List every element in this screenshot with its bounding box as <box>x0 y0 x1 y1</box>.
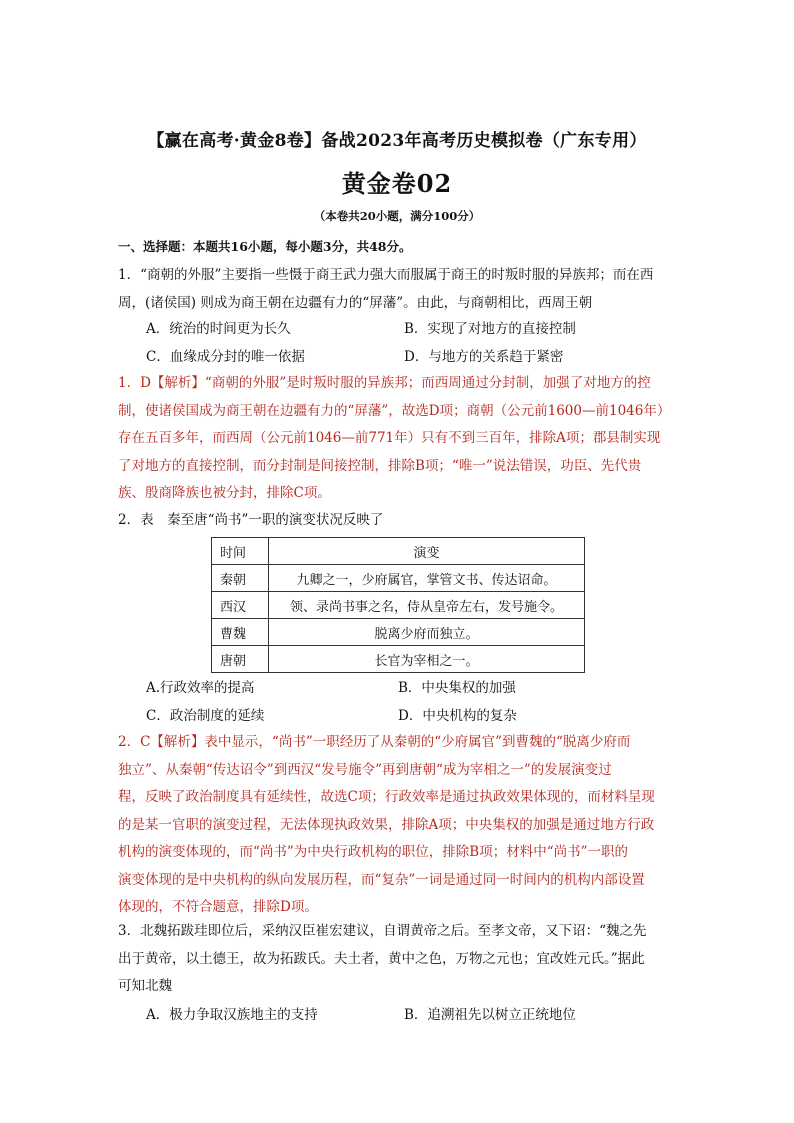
question-3-line: 出于黄帝，以土德王，故为拓跋氏。夫土者，黄中之色，万物之元也；宜改姓元氏。”据此 <box>118 950 645 967</box>
question-3-option-b: B．追溯祖先以树立正统地位 <box>404 1007 576 1023</box>
analysis-line: 体现的，不符合题意，排除D项。 <box>118 899 318 915</box>
question-1-line: 1．“商朝的外服”主要指一些慑于商王武力强大而服属于商王的时叛时服的异族邦；而在西 <box>118 267 654 283</box>
question-1-option-d: D．与地方的关系趋于紧密 <box>404 349 564 365</box>
analysis-line: 制，使诸侯国成为商王朝在边疆有力的“屏藩”，故选D项；商朝（公元前1600—前1046年） <box>118 402 671 419</box>
table-cell: 曹魏 <box>212 619 269 646</box>
question-1-option-a: A．统治的时间更为长久 <box>146 321 291 337</box>
table-header-cell: 时间 <box>212 538 269 565</box>
table-cell: 九卿之一，少府属官，掌管文书、传达诏命。 <box>269 565 585 592</box>
document-title: 【赢在高考·黄金8卷】备战2023年高考历史模拟卷（广东专用） <box>147 131 647 151</box>
table-cell: 脱离少府而独立。 <box>269 619 585 646</box>
question-2-stem: 2．表 秦至唐“尚书”一职的演变状况反映了 <box>118 512 384 528</box>
question-3-line: 可知北魏 <box>118 978 172 994</box>
question-2-option-c: C．政治制度的延续 <box>146 708 265 724</box>
table-cell: 领、录尚书事之名，侍从皇帝左右，发号施令。 <box>269 592 585 619</box>
paper-subtitle: （本卷共20小题，满分100分） <box>313 209 481 223</box>
table-header-row <box>212 538 585 565</box>
table-cell: 秦朝 <box>212 565 269 592</box>
table-row <box>212 619 585 646</box>
question-2-option-d: D．中央机构的复杂 <box>398 708 517 724</box>
analysis-line: 2．C【解析】表中显示，“尚书”一职经历了从秦朝的“少府属官”到曹魏的“脱离少府而 <box>118 734 631 750</box>
section-heading: 一、选择题：本题共16小题，每小题3分，共48分。 <box>118 239 412 254</box>
question-3-stem <box>118 918 686 1001</box>
question-2-option-b: B．中央集权的加强 <box>398 680 516 696</box>
analysis-line: 演变体现的是中央机构的纵向发展历程，而“复杂”一词是通过同一时间内的机构内部设置 <box>118 871 645 888</box>
analysis-line: 程，反映了政治制度具有延续性，故选C项；行政效率是通过执政效果体现的，而材料呈现 <box>118 789 655 805</box>
evolution-table <box>211 537 585 673</box>
question-2-option-a: A.行政效率的提高 <box>146 680 255 696</box>
table-row <box>212 646 585 673</box>
table-cell: 西汉 <box>212 592 269 619</box>
analysis-line: 存在五百多年，而西周（公元前1046—前771年）只有不到三百年，排除A项；郡县制实现 <box>118 430 661 446</box>
table-row <box>212 592 585 619</box>
question-1-stem <box>118 262 686 317</box>
question-1-analysis <box>118 370 686 508</box>
question-2-analysis <box>118 729 686 922</box>
table-cell: 长官为宰相之一。 <box>269 646 585 673</box>
question-1-option-c: C．血缘成分封的唯一依据 <box>146 349 305 365</box>
paper-title: 黄金卷02 <box>341 169 453 198</box>
analysis-line: 独立”、从秦朝“传达诏令”到西汉“发号施令”再到唐朝“成为宰相之一”的发展演变过 <box>118 761 612 778</box>
analysis-line: 族、殷商降族也被分封，排除C项。 <box>118 485 331 501</box>
question-1-option-b: B．实现了对地方的直接控制 <box>404 321 576 337</box>
analysis-line: 机构的演变体现的，而“尚书”为中央行政机构的职位，排除B项；材料中“尚书”一职的 <box>118 844 629 860</box>
question-3-line: 3．北魏拓跋珪即位后，采纳汉臣崔宏建议，自谓黄帝之后。至孝文帝，又下诏：“魏之先 <box>118 923 647 939</box>
question-1-line: 周，(诸侯国) 则成为商王朝在边疆有力的“屏藩”。由此，与商朝相比，西周王朝 <box>118 294 593 311</box>
table-row <box>212 565 585 592</box>
analysis-line: 1．D【解析】“商朝的外服”是时叛时服的异族邦；而西周通过分封制，加强了对地方的控 <box>118 375 651 391</box>
analysis-line: 了对地方的直接控制，而分封制是间接控制，排除B项；“唯一”说法错误，功臣、先代贵 <box>118 457 642 474</box>
analysis-line: 的是某一官职的演变过程，无法体现执政效果，排除A项；中央集权的加强是通过地方行政 <box>118 816 655 833</box>
table-cell: 唐朝 <box>212 646 269 673</box>
question-3-option-a: A．极力争取汉族地主的支持 <box>146 1007 318 1023</box>
table-header-cell: 演变 <box>269 538 585 565</box>
